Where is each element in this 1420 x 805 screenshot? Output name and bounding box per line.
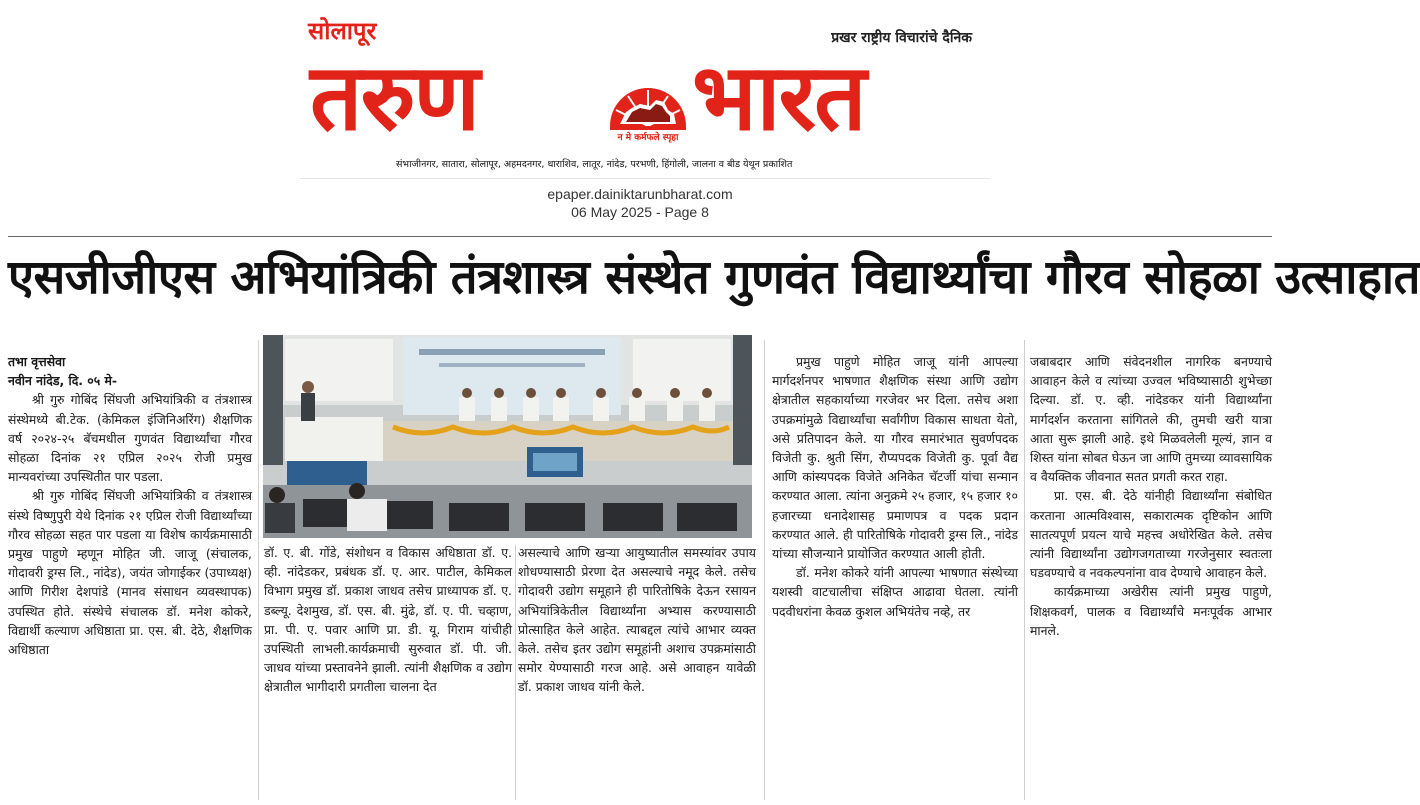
- event-photo: [263, 335, 752, 538]
- masthead-tagline: प्रखर राष्ट्रीय विचारांचे दैनिक: [831, 30, 972, 46]
- edition-city: सोलापूर: [308, 17, 377, 45]
- column-divider: [764, 340, 765, 800]
- brand-name-left: तरुण: [310, 44, 478, 151]
- masthead-motto: न मे कर्मफले स्पृहा: [617, 133, 679, 143]
- article-paragraph: जबाबदार आणि संवेदनशील नागरिक बनण्याचे आवाहन केले व त्यांच्या उज्वल भविष्यासाठी शुभेच्छा दिल्या. डॉ. ए. व्ही. नांदेडकर यांनी विद्यार्थ्यांना मार्गदर्शन करताना सांगितले की, तुमची खरी यात्रा आता सुरू झाली आहे. इथे मिळवलेली मूल्यं, ज्ञान व शिस्त यांना सोबत घेऊन जा आणि तुमच्या व्यावसायिक व वैयक्तिक जीवनात सतत प्रगती करत राहा.: [1030, 354, 1272, 485]
- masthead: [300, 14, 990, 182]
- masthead-divider: [300, 178, 990, 179]
- article-column-4: [772, 352, 1018, 621]
- article-paragraph: डॉ. मनेश कोकरे यांनी आपल्या भाषणात संस्थेच्या यशस्वी वाटचालीचा संक्षिप्त आढावा घेतला. त्यांनी पदवीधरांना केवळ कुशल अभियंतेच नव्हे, तर: [772, 565, 1018, 619]
- editions-line: संभाजीनगर, सातारा, सोलापूर, अहमदनगर, धाराशिव, लातूर, नांदेड, परभणी, हिंगोली, जालना व बीड येथून प्रकाशित: [396, 159, 793, 170]
- article-paragraph: कार्यक्रमाच्या अखेरीस त्यांनी प्रमुख पाहुणे, शिक्षकवर्ग, पालक व विद्यार्थ्यांचे मनःपूर्वक आभार मानले.: [1030, 584, 1272, 638]
- article-paragraph: श्री गुरु गोबिंद सिंघजी अभियांत्रिकी व तंत्रशास्त्र संस्थेमध्ये बी.टेक. (केमिकल इंजिनिअरिंग) शैक्षणिक वर्ष २०२४-२५ बॅचमधील गुणवंत विद्यार्थ्यांचा गौरव सोहळा दिनांक २१ एप्रिल २०२५ रोजी प्रमुख मान्यवरांच्या उपस्थितीत पार पडला.: [8, 392, 252, 485]
- epaper-date-page: 06 May 2025 - Page 8: [571, 204, 709, 220]
- article-column-5: [1030, 352, 1272, 640]
- article-paragraph: श्री गुरु गोबिंद सिंघजी अभियांत्रिकी व तंत्रशास्त्र संस्थे विष्णुपुरी येथे दिनांक २१ एप्रिल रोजी विद्यार्थ्यांच्या गौरव सोहळा सहत पार पडला या विशेष कार्यक्रमासाठी प्रमुख पाहुणे म्हणून मोहित जी. जाजू (संचालक, गोदावरी ड्रग्स लि., नांदेड), जयंत जोगाईकर (उपाध्यक्ष) आणि गिरीश देशपांडे (मानव संसाधन व्यवस्थापक) उपस्थित होते. संस्थेचे संचालक डॉ. मनेश कोकरे, विद्यार्थी कल्याण अधिष्ठाता प्रा. एस. बी. देठे, शैक्षणिक अधिष्ठाता: [8, 488, 252, 658]
- article-paragraph: डॉ. ए. बी. गोंडे, संशोधन व विकास अधिष्ठाता डॉ. ए. व्ही. नांदेडकर, प्रबंधक डॉ. ए. आर. पाटील, केमिकल विभाग प्रमुख डॉ. प्रकाश जाधव तसेच प्राध्यापक डॉ. ए. डब्ल्यू. देशमुख, डॉ. एस. बी. मुंढे, डॉ. ए. पी. चव्हाण, प्रा. पी. ए. पवार आणि प्रा. डी. यू. गिराम यांचीही उपस्थिती लाभली.कार्यक्रमाची सुरुवात डॉ. पी. जी. जाधव यांच्या प्रस्तावनेने झाली. त्यांनी शैक्षणिक व उद्योग क्षेत्रातील भागीदारी प्रगतीला चालना देत: [264, 545, 512, 695]
- column-divider: [258, 340, 259, 800]
- article-paragraph: प्रमुख पाहुणे मोहित जाजू यांनी आपल्या मार्गदर्शनपर भाषणात शैक्षणिक संस्था आणि उद्योग क्षेत्रातील सहकार्याच्या गरजेवर भर दिला. तसेच अशा उपक्रमांमुळे विद्यार्थ्यांचा सर्वांगीण विकास साधता येतो, असे प्रतिपादन केले. या गौरव समारंभात सुवर्णपदक विजेती कु. श्रुती सिंग, रौप्यपदक विजेती कु. पूर्वा वैद्य आणि कांस्यपदक विजेते अनिकेत चॅटर्जी यांचा सन्मान करण्यात आला. त्यांना अनुक्रमे २५ हजार, १५ हजार १० हजारच्या धनादेशासह प्रमाणपत्र व पदक प्रदान करण्यात आले. ही पारितोषिके गोदावरी ड्रग्स लि., नांदेड यांच्या सौजन्याने प्रायोजित करण्यात आली होती.: [772, 354, 1018, 562]
- byline-place-date: नवीन नांदेड, दि. ०५ मे-: [8, 373, 118, 389]
- article-column-3: [518, 543, 756, 697]
- headline-top-rule: [8, 236, 1272, 237]
- epaper-url[interactable]: epaper.dainiktarunbharat.com: [547, 186, 733, 202]
- article-paragraph: असल्याचे आणि खऱ्या आयुष्यातील समस्यांवर उपाय शोधण्यासाठी प्रेरणा देत असल्याचे नमूद केले. तसेच गोदावरी उद्योग समूहाने ही पारितोषिके देऊन रसायन अभियांत्रिकेतील विद्यार्थ्यांना अभ्यास करण्यासाठी प्रोत्साहित केले आहेत. त्याबद्दल त्यांचे आभार व्यक्त केले. तसेच इतर उद्योग समूहांनी अशाच उपक्रमांसाठी समोर येण्यासाठी गरज आहे. असे आवाहन यावेळी डॉ. प्रकाश जाधव यांनी केले.: [518, 545, 756, 695]
- byline-source: तभा वृत्तसेवा: [8, 354, 66, 369]
- column-divider: [1024, 340, 1025, 800]
- brand-name-right: भारत: [692, 44, 865, 151]
- article-paragraph: प्रा. एस. बी. देठे यांनीही विद्यार्थ्यांना संबोधित करताना आत्मविश्वास, सकारात्मक दृष्टिकोन आणि सातत्यपूर्ण प्रयत्न याचे महत्त्व अधोरेखित केले. तसेच त्यांनी विद्यार्थ्यांना उद्योगजगताच्या गरजेनुसार स्वतःला घडवण्याचे व नवकल्पनांना वाव देण्याचे आवाहन केले.: [1030, 488, 1272, 581]
- column-divider: [515, 545, 516, 800]
- article-headline: एसजीजीएस अभियांत्रिकी तंत्रशास्त्र संस्थेत गुणवंत विद्यार्थ्यांचा गौरव सोहळा उत्साहात: [8, 250, 1420, 305]
- article-column-2: [264, 543, 512, 697]
- article-column-1: [8, 352, 252, 659]
